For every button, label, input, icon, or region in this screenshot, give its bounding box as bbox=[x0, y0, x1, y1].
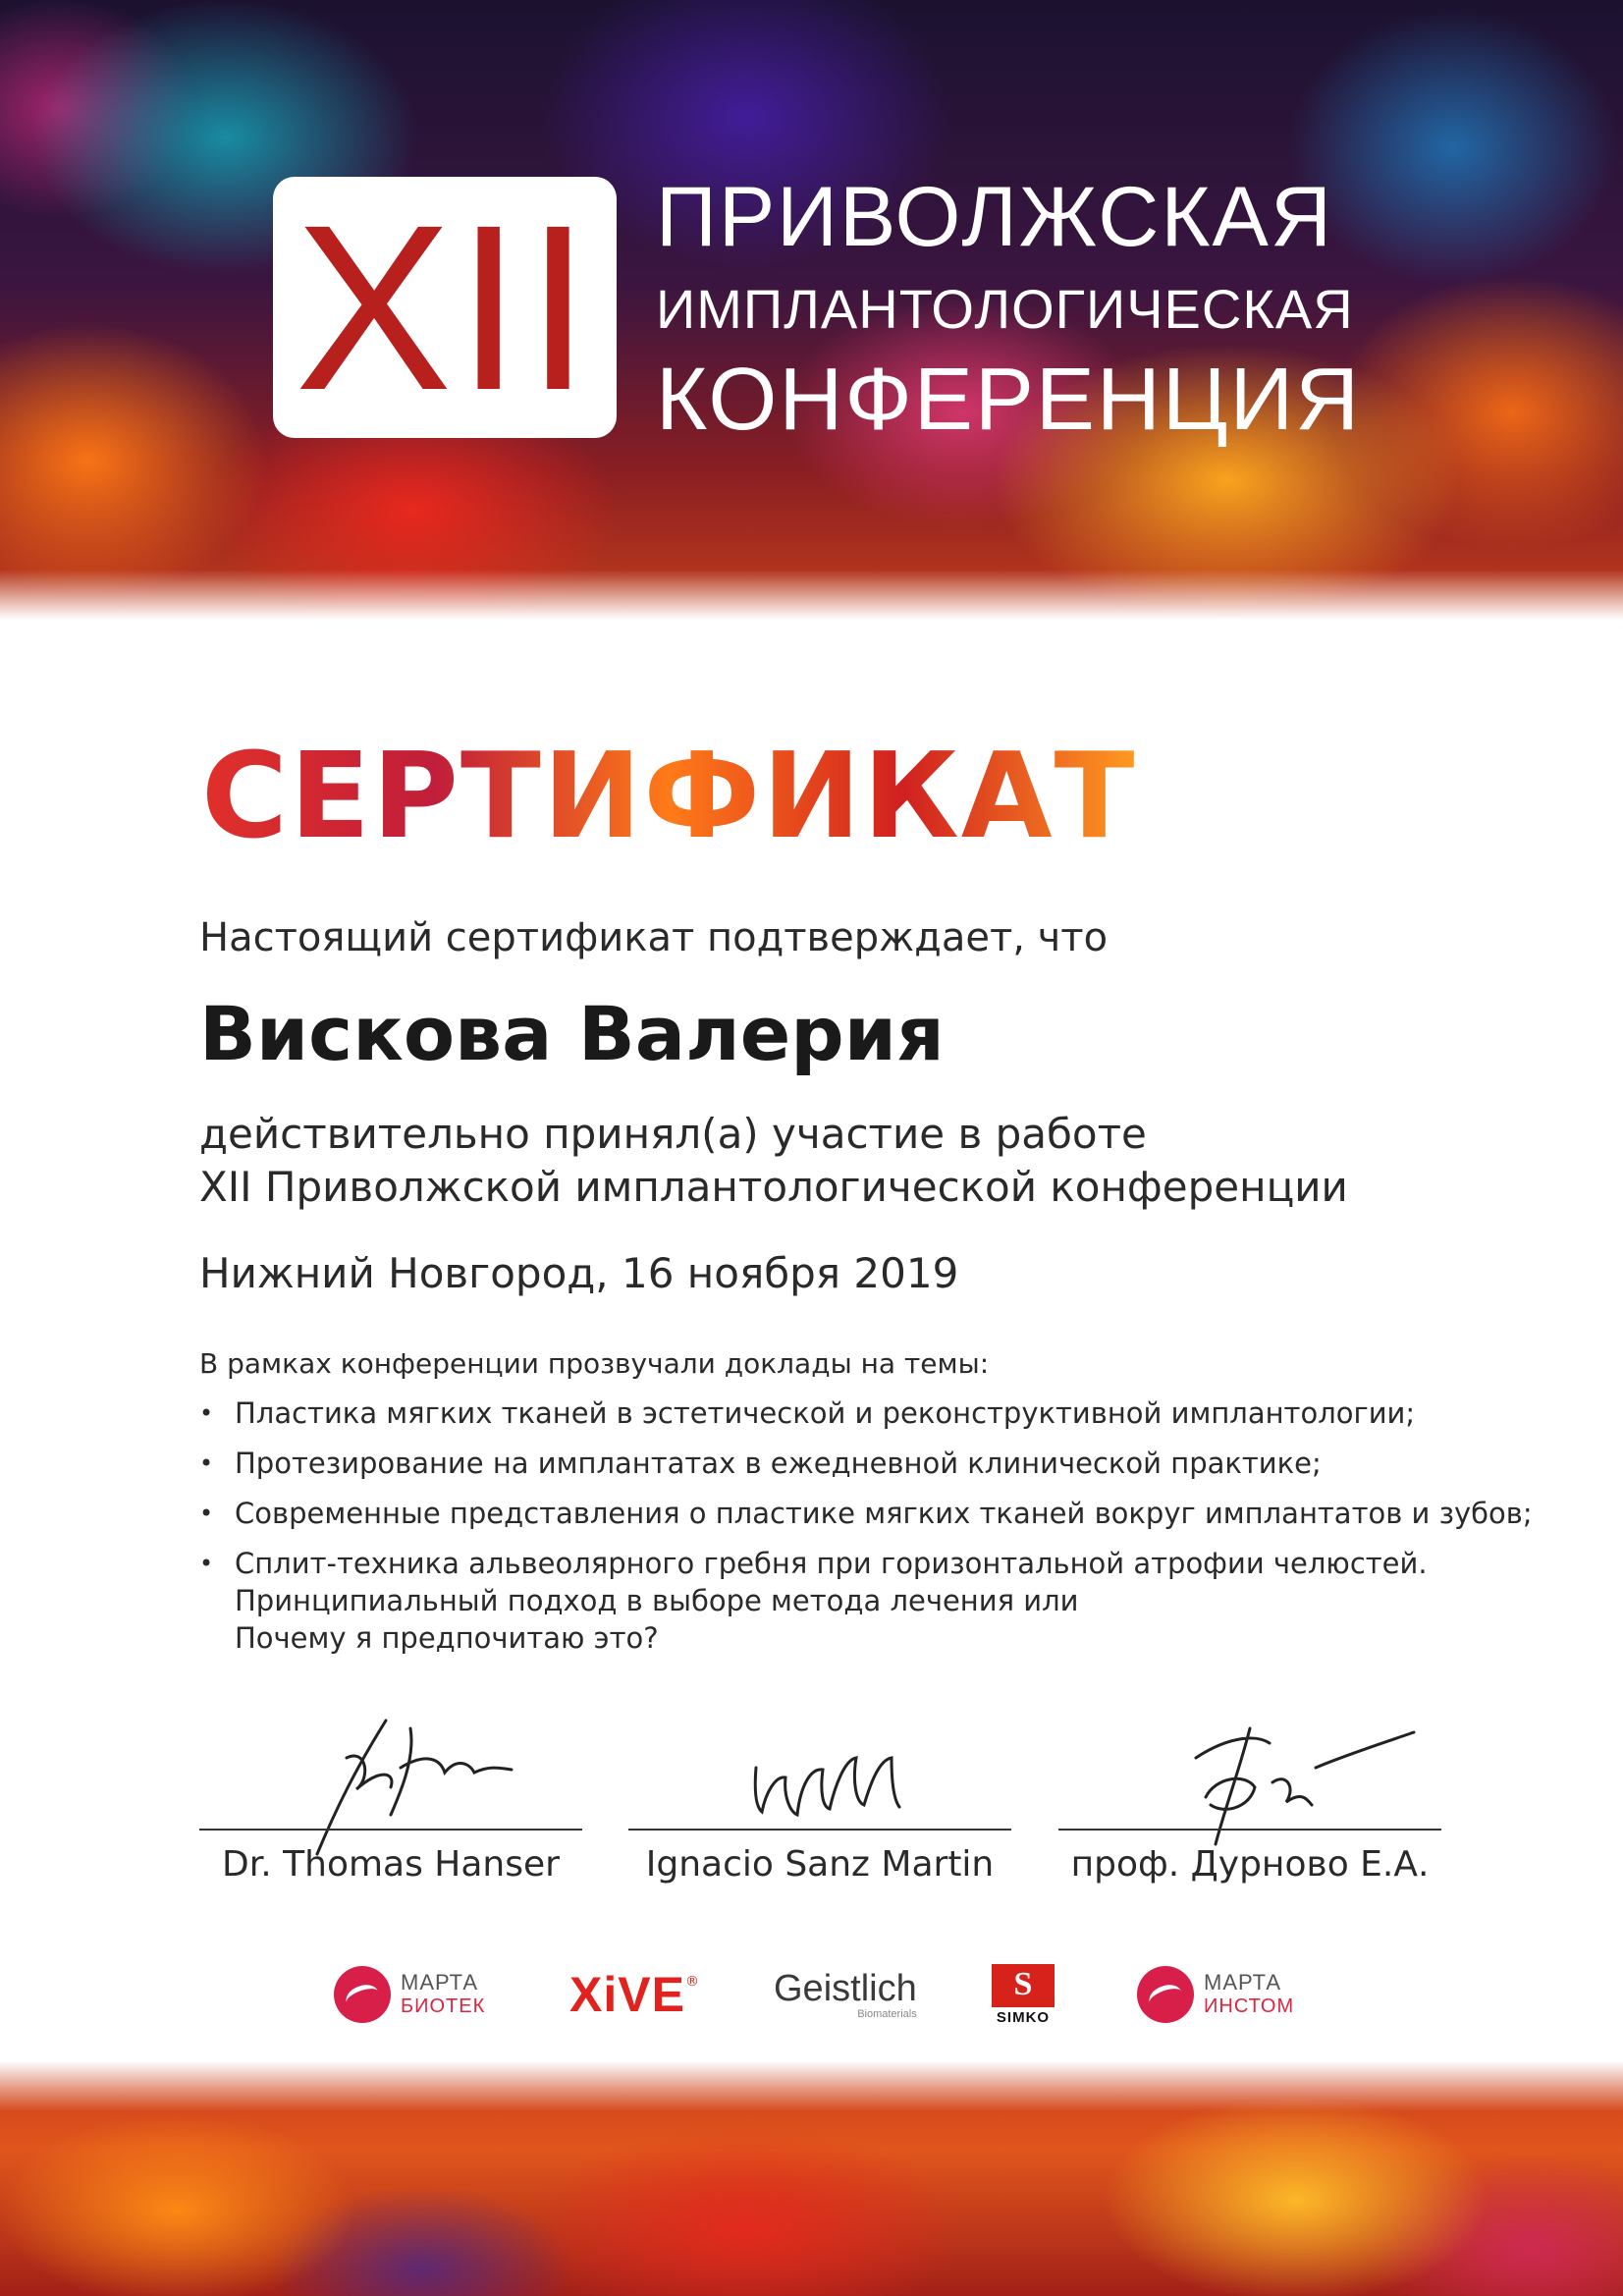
footer-banner bbox=[0, 2052, 1623, 2296]
signer-name: Dr. Thomas Hanser bbox=[222, 1844, 560, 1885]
topic-item bbox=[199, 1545, 1476, 1657]
sponsor-xive bbox=[569, 1960, 699, 2029]
bullet-icon: • bbox=[199, 1449, 214, 1477]
signature-line bbox=[628, 1829, 1011, 1831]
geistlich-name: Geistlich bbox=[774, 1967, 917, 2009]
topics-intro: В рамках конференции прозвучали доклады на темы: bbox=[199, 1347, 990, 1380]
xive-logo: XiVE bbox=[569, 1967, 685, 2022]
marta-biotek-text: МАРТА БИОТЕК bbox=[401, 1970, 486, 2017]
signer-name: проф. Дурново Е.А. bbox=[1070, 1844, 1430, 1885]
topic-item bbox=[199, 1445, 1476, 1482]
participation-line1: действительно принял(а) участие в работе bbox=[199, 1110, 1147, 1158]
certificate-title: СЕРТИФИКАТ bbox=[201, 729, 1137, 865]
roman-numeral: XII bbox=[295, 176, 595, 439]
signature-block-hanser bbox=[199, 1699, 582, 1915]
conference-title-line1: ПРИВОЛЖСКАЯ bbox=[656, 170, 1333, 264]
topic-line: Современные представления о пластике мягких тканей вокруг имплантатов и зубов; bbox=[235, 1497, 1533, 1530]
conference-title-line2: ИМПЛАНТОЛОГИЧЕСКАЯ bbox=[656, 278, 1354, 340]
participation-line2: XII Приволжской имплантологической конференции bbox=[199, 1163, 1348, 1211]
place-date: Нижний Новгород, 16 ноября 2019 bbox=[199, 1249, 959, 1297]
signature-block-sanz-martin bbox=[628, 1699, 1011, 1915]
topic-line: Протезирование на имплантатах в ежедневной клинической практике; bbox=[235, 1447, 1322, 1480]
topic-item bbox=[199, 1495, 1533, 1532]
bullet-icon: • bbox=[199, 1399, 214, 1427]
topics-list bbox=[199, 1394, 1533, 1669]
topic-line: Сплит-техника альвеолярного гребня при горизонтальной атрофии челюстей. bbox=[235, 1547, 1428, 1580]
bullet-icon: • bbox=[199, 1550, 214, 1577]
conference-title-line3: КОНФЕРЕНЦИЯ bbox=[656, 351, 1362, 449]
signature-durnovo-icon bbox=[1058, 1699, 1441, 1856]
sponsor-marta-biotek bbox=[334, 1960, 485, 2029]
signature-block-durnovo bbox=[1058, 1699, 1441, 1915]
simko-logo-icon bbox=[992, 1964, 1055, 2007]
signature-line bbox=[199, 1829, 582, 1831]
signature-line bbox=[1058, 1829, 1441, 1831]
signature-hanser-icon bbox=[199, 1699, 582, 1856]
roman-numeral-box bbox=[273, 177, 617, 438]
marta-instom-text: МАРТА ИНСТОМ bbox=[1204, 1970, 1295, 2017]
confirms-text: Настоящий сертификат подтверждает, что bbox=[199, 915, 1109, 960]
topic-line: Почему я предпочитаю это? bbox=[235, 1621, 659, 1655]
sponsor-marta-instom bbox=[1137, 1960, 1294, 2029]
bullet-icon: • bbox=[199, 1500, 214, 1527]
header-banner bbox=[0, 0, 1623, 629]
marta-logo-icon bbox=[334, 1966, 391, 2023]
topic-item bbox=[199, 1394, 1476, 1432]
topic-line: Пластика мягких тканей в эстетической и реконструктивной имплантологии; bbox=[235, 1396, 1416, 1430]
participant-name: Вискова Валерия bbox=[199, 990, 945, 1077]
signer-name: Ignacio Sanz Martin bbox=[645, 1844, 995, 1885]
registered-mark: ® bbox=[684, 1974, 699, 1990]
topic-line: Принципиальный подход в выборе метода лечения или bbox=[235, 1584, 1079, 1617]
signature-sanz-martin-icon bbox=[628, 1699, 1011, 1856]
marta-logo-icon bbox=[1137, 1966, 1194, 2023]
sponsor-simko bbox=[992, 1960, 1055, 2029]
sponsor-geistlich bbox=[774, 1960, 917, 2029]
simko-name: SIMKO bbox=[996, 2008, 1051, 2026]
geistlich-sub: Biomaterials bbox=[857, 2007, 917, 2020]
